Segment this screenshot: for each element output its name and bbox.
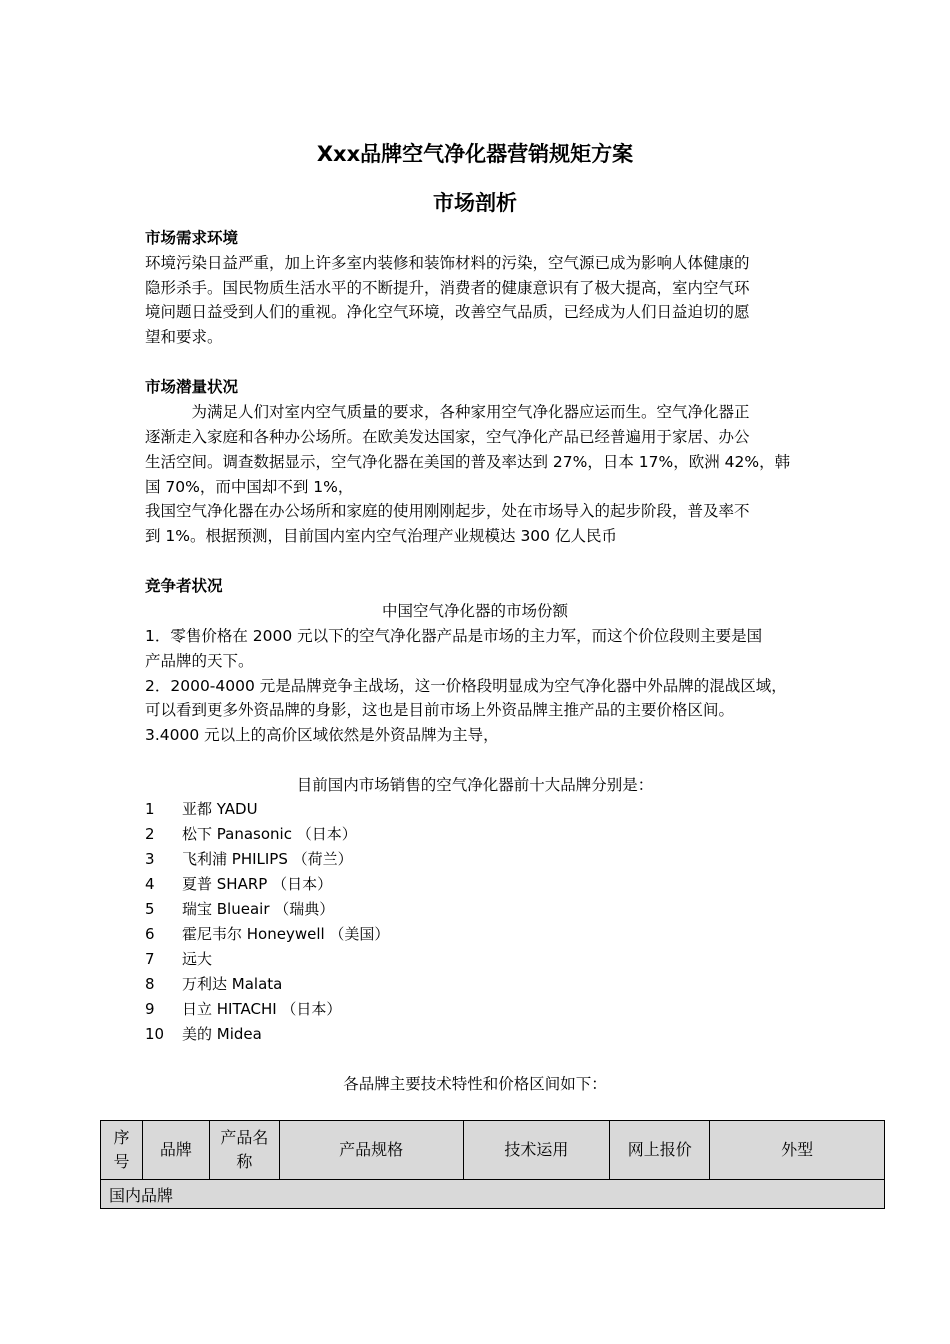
header-seq: 序号 xyxy=(101,1121,143,1180)
brand-rank: 2 xyxy=(145,825,155,843)
brand-rank: 10 xyxy=(145,1025,165,1043)
heading-market-demand: 市场需求环境 xyxy=(145,229,239,247)
brand-name: 日立 HITACHI （日本） xyxy=(182,1000,342,1018)
header-appearance: 外型 xyxy=(710,1121,885,1180)
spec-table-intro: 各品牌主要技术特性和价格区间如下： xyxy=(343,1075,607,1093)
brand-name: 万利达 Malata xyxy=(182,975,283,993)
paragraph-line: 逐渐走入家庭和各种办公场所。在欧美发达国家，空气净化产品已经普遍用于家居、办公 xyxy=(145,428,750,446)
brand-rank: 7 xyxy=(145,950,155,968)
brand-rank: 9 xyxy=(145,1000,155,1018)
paragraph-line: 国 70%，而中国却不到 1%， xyxy=(145,478,354,496)
brand-list-item xyxy=(145,849,353,869)
brand-rank: 4 xyxy=(145,875,155,893)
brand-name: 瑞宝 Blueair （瑞典） xyxy=(182,900,335,918)
paragraph-line: 1．零售价格在 2000 元以下的空气净化器产品是市场的主力军，而这个价位段则主要是国 xyxy=(145,627,763,645)
brand-name: 飞利浦 PHILIPS （荷兰） xyxy=(182,850,353,868)
brand-rank: 3 xyxy=(145,850,155,868)
heading-market-potential: 市场潜量状况 xyxy=(145,378,239,396)
paragraph-line: 环境污染日益严重，加上许多室内装修和装饰材料的污染，空气源已成为影响人体健康的 xyxy=(145,254,750,272)
header-product-name: 产品名称 xyxy=(209,1121,279,1180)
brand-list-item xyxy=(145,949,212,969)
market-share-title: 中国空气净化器的市场份额 xyxy=(381,602,568,620)
brand-list-item xyxy=(145,899,334,919)
group-label-domestic: 国内品牌 xyxy=(101,1180,885,1209)
brand-list-item xyxy=(145,874,332,894)
paragraph-line: 生活空间。调查数据显示，空气净化器在美国的普及率达到 27%，日本 17%，欧洲 42%，韩 xyxy=(145,453,791,471)
paragraph-line: 为满足人们对室内空气质量的要求，各种家用空气净化器应运而生。空气净化器正 xyxy=(145,403,750,421)
paragraph-line: 到 1%。根据预测，目前国内室内空气治理产业规模达 300 亿人民币 xyxy=(145,527,617,545)
brand-list-item xyxy=(145,999,341,1019)
paragraph-line: 3.4000 元以上的高价区域依然是外资品牌为主导， xyxy=(145,726,499,744)
brand-name: 亚都 YADU xyxy=(182,800,258,818)
brand-rank: 6 xyxy=(145,925,155,943)
brand-list-item xyxy=(145,1024,262,1044)
brand-name: 夏普 SHARP （日本） xyxy=(182,875,333,893)
header-brand: 品牌 xyxy=(142,1121,209,1180)
table-group-row xyxy=(101,1180,885,1209)
section-title-market-analysis: 市场剖析 xyxy=(433,191,517,215)
brand-spec-table xyxy=(100,1120,885,1209)
paragraph-line: 境问题日益受到人们的重视。净化空气环境，改善空气品质，已经成为人们日益迫切的愿 xyxy=(145,303,750,321)
heading-competitors: 竞争者状况 xyxy=(145,577,223,595)
paragraph-line: 望和要求。 xyxy=(145,328,223,346)
brand-rank: 1 xyxy=(145,800,155,818)
paragraph-line: 产品牌的天下。 xyxy=(145,652,254,670)
paragraph-line: 我国空气净化器在办公场所和家庭的使用刚刚起步，处在市场导入的起步阶段，普及率不 xyxy=(145,502,750,520)
brand-rank: 8 xyxy=(145,975,155,993)
brand-list-item xyxy=(145,799,258,819)
brand-name: 霍尼韦尔 Honeywell （美国） xyxy=(182,925,390,943)
top-brands-intro: 目前国内市场销售的空气净化器前十大品牌分别是： xyxy=(296,776,654,794)
paragraph-line: 2．2000-4000 元是品牌竞争主战场，这一价格段明显成为空气净化器中外品牌的混战区域， xyxy=(145,677,787,695)
brand-name: 美的 Midea xyxy=(182,1025,262,1043)
brand-rank: 5 xyxy=(145,900,155,918)
brand-list-item xyxy=(145,824,357,844)
header-online-price: 网上报价 xyxy=(610,1121,710,1180)
header-product-spec: 产品规格 xyxy=(279,1121,463,1180)
brand-list-item xyxy=(145,924,389,944)
table-header-row xyxy=(101,1121,885,1180)
document-title: Xxx品牌空气净化器营销规矩方案 xyxy=(316,142,634,166)
paragraph-line: 可以看到更多外资品牌的身影，这也是目前市场上外资品牌主推产品的主要价格区间。 xyxy=(145,701,735,719)
header-technology: 技术运用 xyxy=(463,1121,610,1180)
brand-name: 远大 xyxy=(182,950,213,968)
paragraph-line: 隐形杀手。国民物质生活水平的不断提升，消费者的健康意识有了极大提高，室内空气环 xyxy=(145,279,750,297)
brand-name: 松下 Panasonic （日本） xyxy=(182,825,357,843)
brand-list-item xyxy=(145,974,282,994)
